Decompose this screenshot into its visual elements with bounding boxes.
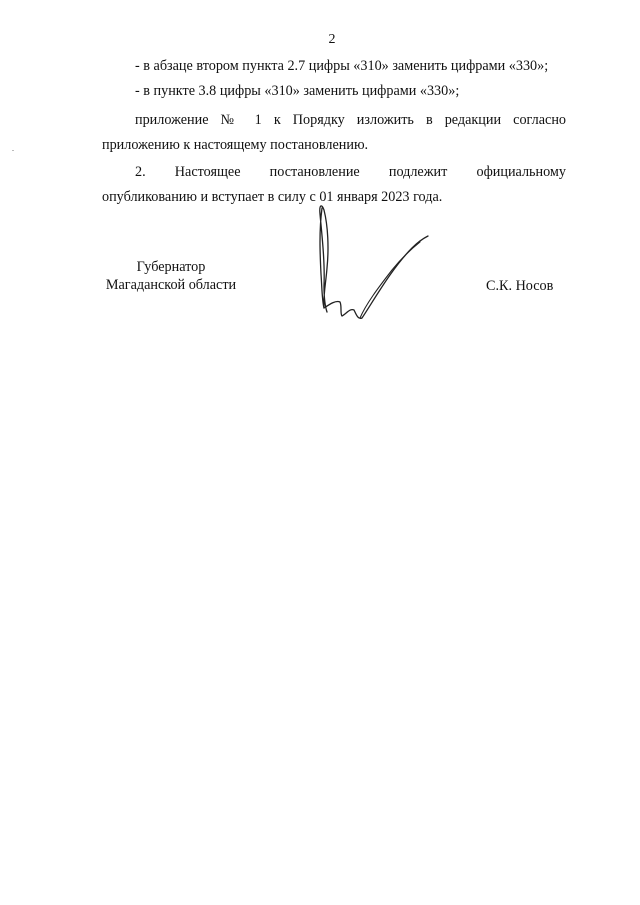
- signatory-position: [102, 258, 240, 294]
- page-number: 2: [328, 32, 336, 47]
- scan-edge-mark: [12, 150, 14, 151]
- paragraph-amend-3-8: - в пункте 3.8 цифры «310» заменить цифрами «330»;: [135, 83, 460, 99]
- signatory-name: С.К. Носов: [486, 278, 554, 294]
- paragraph-effective-date-line-2: опубликованию и вступает в силу с 01 января 2023 года.: [102, 189, 443, 205]
- signatory-position-line-1: Губернатор: [136, 259, 206, 275]
- paragraph-amend-2-7: - в абзаце втором пункта 2.7 цифры «310» заменить цифрами «330»;: [135, 58, 549, 74]
- signatory-position-line-2: Магаданской области: [105, 277, 237, 293]
- paragraph-effective-date-line-1: 2. Настоящее постановление подлежит официальному: [135, 164, 566, 180]
- paragraph-appendix-1: приложение № 1 к Порядку изложить в редакции согласно приложению к настоящему постановлению.: [102, 112, 566, 153]
- handwritten-signature: [300, 196, 440, 326]
